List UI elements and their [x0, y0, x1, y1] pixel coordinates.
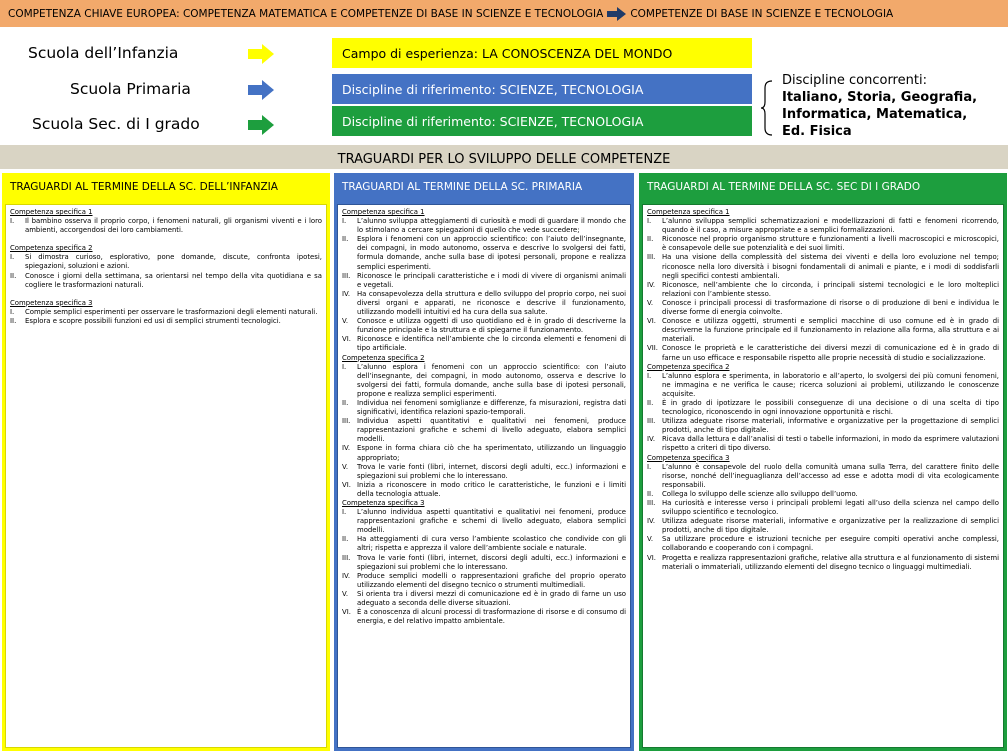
item-text: L’alunno è consapevole del ruolo della comunità umana sulla Terra, del carattere finito delle risorse, nonché dell’ineguaglianza dell’accesso ad esse e adotta modi di vita ecologicamente responsabili. [662, 462, 999, 489]
item-text: Riconosce nel proprio organismo strutture e funzionamenti a livelli macroscopici e microscopici, è consapevole delle sue potenzialità e dei suoi limiti. [662, 235, 999, 253]
item-text: Ha una visione della complessità del sistema dei viventi e della loro evoluzione nel tempo; riconosce nella loro diversità i bisogni fondamentali di animali e piante, e i modi di soddisfarli negli specifici contesti ambientali. [662, 253, 999, 280]
item-text: Compie semplici esperimenti per osservare le trasformazioni degli elementi naturali. [25, 307, 318, 316]
list-item [647, 535, 999, 553]
item-number: III. [647, 253, 656, 262]
item-text: L’alunno sviluppa atteggiamenti di curiosità e modi di guardare il mondo che lo stimolano a cercare spiegazioni di quello che vede succedere; [357, 217, 626, 235]
item-text: Il bambino osserva il proprio corpo, i fenomeni naturali, gli organismi viventi e i loro ambienti, accorgendosi dei loro cambiamenti. [25, 217, 322, 235]
item-text: Riconosce e identifica nell’ambiente che lo circonda elementi e fenomeni di tipo artificiale. [357, 335, 626, 353]
item-text: Riconosce, nell’ambiente che lo circonda, i principali sistemi tecnologici e le loro molteplici relazioni con l’ambiente stesso. [662, 280, 999, 298]
item-text: L’alunno esplora e sperimenta, in laboratorio e all’aperto, lo svolgersi dei più comuni fenomeni, ne immagina e ne verifica le cause; ricerca soluzioni ai problemi, utilizzando le conoscenze acquisite. [662, 371, 999, 398]
item-text: Ha consapevolezza della struttura e dello sviluppo del proprio corpo, nei suoi diversi organi e apparati, ne riconosce e descrive il funzionamento, utilizzando modelli intuitivi ed ha cura della sua salute. [357, 289, 626, 317]
concorrenti-line1: Italiano, Storia, Geografia, [782, 90, 978, 105]
item-number: I. [647, 462, 652, 471]
column-secondaria-title: TRAGUARDI AL TERMINE DELLA SC. SEC DI I GRADO [639, 173, 1007, 201]
item-text: È in grado di ipotizzare le possibili conseguenze di una decisione o di una scelta di tipo tecnologico, riconoscendo in ogni innovazione opportunità e rischi. [662, 398, 999, 417]
column-infanzia [2, 173, 330, 751]
item-number: IV. [342, 289, 351, 298]
item-text: L’alunno esplora i fenomeni con un approccio scientifico: con l’aiuto dell’insegnante, dei compagni, in modo autonomo, osserva e descrive lo svolgersi dei fatti, formula domande, anche sulla base di ipotesi personali, propone e realizza semplici esperimenti. [357, 362, 626, 398]
item-text: Conosce e utilizza oggetti di uso quotidiano ed è in grado di descriverne la funzione principale e la struttura e di spiegarne il funzionamento. [357, 317, 626, 335]
competenza-title: Competenza specifica 3 [342, 499, 425, 507]
item-number: V. [647, 535, 654, 544]
list-item [647, 317, 999, 344]
item-text: Ha atteggiamenti di cura verso l’ambiente scolastico che condivide con gli altri; rispetta e apprezza il valore dell’ambiente sociale e naturale. [357, 535, 626, 553]
competenza-title: Competenza specifica 1 [10, 208, 93, 216]
column-infanzia-body [5, 204, 327, 748]
item-number: II. [342, 398, 349, 407]
item-text: Individua aspetti quantitativi e qualitativi nei fenomeni, produce rappresentazioni grafiche e schemi di livello adeguato, elabora semplici modelli. [357, 417, 626, 444]
competenza-section [10, 208, 322, 235]
item-text: L’alunno individua aspetti quantitativi e qualitativi nei fenomeni, produce rappresentazioni grafiche e schemi di livello adeguato, elabora semplici modelli. [357, 508, 626, 535]
item-number: V. [342, 589, 349, 598]
item-number: II. [342, 535, 349, 544]
curly-brace-icon [760, 80, 774, 136]
section-gap [10, 235, 322, 244]
competenza-section [342, 208, 626, 354]
item-number: I. [342, 362, 347, 371]
item-text: Ha curiosità e interesse verso i principali problemi legati all’uso della scienza nel campo dello sviluppo scientifico e tecnologico. [662, 499, 999, 517]
column-secondaria-body [642, 204, 1004, 748]
item-number: II. [647, 398, 654, 407]
competenza-section [342, 499, 626, 626]
column-primaria-title: TRAGUARDI AL TERMINE DELLA SC. PRIMARIA [342, 181, 583, 193]
item-number: III. [342, 271, 351, 280]
item-text: L’alunno sviluppa semplici schematizzazioni e modellizzazioni di fatti e fenomeni ricorrendo, quando è il caso, a misure appropriate e a semplici formalizzazioni. [662, 217, 999, 235]
item-text: Trova le varie fonti (libri, internet, discorsi degli adulti, ecc.) informazioni e spiegazioni sui problemi che lo interessano. [357, 553, 626, 571]
section-gap [10, 290, 322, 299]
item-text: Si orienta tra i diversi mezzi di comunicazione ed è in grado di farne un uso adeguato a seconda delle diverse situazioni. [357, 589, 626, 608]
competenza-section [647, 363, 999, 454]
column-primaria-body [337, 204, 631, 748]
list-item [647, 499, 999, 517]
list-item [647, 554, 999, 572]
list-item [342, 399, 626, 417]
header-right-text: COMPETENZE DI BASE IN SCIENZE E TECNOLOGIA [630, 7, 894, 20]
item-number: VII. [647, 344, 658, 353]
competenza-title: Competenza specifica 2 [342, 353, 425, 362]
item-text: Si dimostra curioso, esplorativo, pone domande, discute, confronta ipotesi, spiegazioni, soluzioni e azioni. [25, 253, 322, 271]
item-number: III. [647, 417, 656, 426]
item-number: I. [647, 217, 652, 226]
item-number: I. [342, 508, 347, 517]
item-number: III. [342, 553, 351, 562]
list-item [647, 299, 999, 317]
list-item [342, 272, 626, 290]
column-primaria [334, 173, 634, 751]
list-item [647, 344, 999, 362]
list-item [342, 317, 626, 335]
list-item [10, 308, 322, 317]
item-number: III. [342, 417, 351, 426]
competenza-section [10, 299, 322, 326]
list-item [342, 590, 626, 608]
item-number: II. [647, 235, 654, 244]
competenza-section [647, 454, 999, 572]
concorrenti-line3: Ed. Fisica [782, 124, 852, 139]
competenza-section [647, 208, 999, 363]
yellow-arrow-icon [248, 44, 274, 64]
item-number: VI. [647, 553, 656, 562]
item-text: Conosce e utilizza oggetti, strumenti e semplici macchine di uso comune ed è in grado di descriverne la funzione principale ed il funzionamento in relazione alla forma, alla struttura e ai materiali. [662, 317, 999, 344]
item-number: I. [342, 217, 347, 226]
item-number: VI. [342, 480, 351, 489]
level-label-primaria: Scuola Primaria [70, 80, 191, 98]
item-text: Riconosce le principali caratteristiche e i modi di vivere di organismi animali e vegetali. [357, 271, 626, 289]
competenza-title: Competenza specifica 3 [10, 298, 93, 307]
list-item [342, 554, 626, 572]
competenza-section [342, 354, 626, 500]
top-header-bar [0, 0, 1008, 27]
item-number: II. [10, 316, 17, 325]
item-text: Esplora i fenomeni con un approccio scientifico: con l’aiuto dell’insegnante, dei compagni, in modo autonomo, osserva e descrive lo svolgersi dei fatti, formula domande, anche sulla base di ipotesi personali, propone e realizza semplici esperimenti. [357, 235, 626, 271]
header-arrow-icon [607, 7, 626, 21]
discipline-concorrenti [782, 72, 977, 140]
list-item [647, 517, 999, 535]
list-item [342, 290, 626, 317]
list-item [647, 399, 999, 417]
item-text: Conosce i principali processi di trasformazione di risorse o di produzione di beni e individua le diverse forme di energia coinvolte. [662, 298, 999, 317]
list-item [10, 317, 322, 326]
item-number: V. [342, 317, 349, 326]
item-number: III. [647, 499, 656, 507]
item-number: I. [647, 371, 652, 380]
list-item [647, 235, 999, 253]
list-item [342, 535, 626, 553]
blue-arrow-icon [248, 80, 274, 100]
traguardi-band: TRAGUARDI PER LO SVILUPPO DELLE COMPETENZE [0, 145, 1008, 169]
list-item [647, 435, 999, 453]
list-item [647, 253, 999, 280]
item-text: Individua nei fenomeni somiglianze e differenze, fa misurazioni, registra dati significativi, identifica relazioni spazio-temporali. [357, 398, 626, 417]
item-number: I. [10, 307, 15, 316]
item-number: II. [647, 489, 654, 498]
list-item [342, 217, 626, 235]
competenza-title: Competenza specifica 2 [647, 362, 730, 371]
list-item [342, 363, 626, 399]
list-item [342, 463, 626, 481]
level-label-infanzia: Scuola dell’Infanzia [28, 44, 179, 62]
list-item [10, 217, 322, 235]
item-text: Conosce i giorni della settimana, sa orientarsi nel tempo della vita quotidiana e sa cogliere le trasformazioni naturali. [25, 271, 322, 289]
item-text: È a conoscenza di alcuni processi di trasformazione di risorse e di consumo di energia, e del relativo impatto ambientale. [357, 608, 626, 626]
list-item [342, 235, 626, 271]
column-infanzia-title: TRAGUARDI AL TERMINE DELLA SC. DELL’INFANZIA [10, 181, 278, 193]
list-item [342, 417, 626, 444]
item-text: Esplora e scopre possibili funzioni ed usi di semplici strumenti tecnologici. [25, 316, 281, 325]
discipline-secondaria-box: Discipline di riferimento: SCIENZE, TECNOLOGIA [332, 106, 752, 136]
item-text: Produce semplici modelli o rappresentazioni grafiche del proprio operato utilizzando elementi del disegno tecnico o strumenti multimediali. [357, 571, 626, 589]
item-number: IV. [342, 571, 351, 580]
item-text: Utilizza adeguate risorse materiali, informative e organizzative per la realizzazione di semplici prodotti, anche di tipo digitale. [662, 517, 999, 535]
item-number: II. [342, 235, 349, 244]
green-arrow-icon [248, 115, 274, 135]
list-item [342, 481, 626, 499]
item-number: IV. [647, 435, 656, 444]
list-item [10, 253, 322, 271]
concorrenti-line2: Informatica, Matematica, [782, 107, 968, 122]
item-number: VI. [342, 608, 351, 617]
header-left-text: COMPETENZA CHIAVE EUROPEA: COMPETENZA MATEMATICA E COMPETENZE DI BASE IN SCIENZE E TECNOLOGIA [8, 7, 604, 20]
list-item [342, 444, 626, 462]
competenza-title: Competenza specifica 1 [342, 208, 425, 216]
item-number: I. [10, 253, 15, 262]
list-item [10, 272, 322, 290]
item-number: IV. [647, 280, 656, 289]
item-text: Ricava dalla lettura e dall’analisi di testi o tabelle informazioni, in modo da esprimere valutazioni rispetto a criteri di tipo diverso. [662, 435, 999, 453]
item-number: IV. [342, 444, 351, 453]
competenza-title: Competenza specifica 1 [647, 208, 730, 216]
discipline-primaria-box: Discipline di riferimento: SCIENZE, TECNOLOGIA [332, 74, 752, 104]
item-text: Trova le varie fonti (libri, internet, discorsi degli adulti, ecc.) informazioni e spiegazioni sui problemi che lo interessano. [357, 462, 626, 480]
list-item [647, 490, 999, 499]
concorrenti-title: Discipline concorrenti: [782, 73, 927, 88]
item-number: VI. [342, 335, 351, 344]
item-text: Sa utilizzare procedure e istruzioni tecniche per eseguire compiti operativi anche complessi, collaborando e cooperando con i compagni. [662, 535, 999, 553]
list-item [342, 335, 626, 353]
list-item [342, 572, 626, 590]
list-item [647, 463, 999, 490]
list-item [647, 417, 999, 435]
column-secondaria [639, 173, 1007, 751]
item-number: VI. [647, 317, 656, 326]
list-item [342, 508, 626, 535]
list-item [647, 372, 999, 399]
item-number: I. [10, 217, 15, 226]
level-label-secondaria: Scuola Sec. di I grado [32, 115, 200, 133]
list-item [647, 281, 999, 299]
campo-esperienza-box: Campo di esperienza: LA CONOSCENZA DEL MONDO [332, 38, 752, 68]
competenza-section [10, 244, 322, 289]
item-text: Espone in forma chiara ciò che ha sperimentato, utilizzando un linguaggio appropriato; [357, 444, 626, 462]
item-number: V. [647, 298, 654, 307]
competenza-title: Competenza specifica 2 [10, 244, 93, 253]
item-text: Conosce le proprietà e le caratteristiche dei diversi mezzi di comunicazione ed è in grado di farne un uso efficace e responsabile rispetto alle proprie necessità di studio e socializzazione. [662, 344, 999, 362]
item-text: Inizia a riconoscere in modo critico le caratteristiche, le funzioni e i limiti della tecnologia attuale. [357, 480, 626, 498]
item-number: IV. [647, 517, 656, 526]
competenza-title: Competenza specifica 3 [647, 453, 730, 462]
item-text: Progetta e realizza rappresentazioni grafiche, relative alla struttura e al funzionamento di sistemi materiali o immateriali, utilizzando elementi del disegno tecnico o linguaggi multimediali. [662, 553, 999, 571]
item-number: II. [10, 271, 17, 280]
item-text: Collega lo sviluppo delle scienze allo sviluppo dell’uomo. [662, 489, 858, 498]
list-item [342, 608, 626, 626]
item-text: Utilizza adeguate risorse materiali, informative e organizzative per la progettazione di semplici prodotti, anche di tipo digitale. [662, 417, 999, 435]
list-item [647, 217, 999, 235]
item-number: V. [342, 462, 349, 471]
